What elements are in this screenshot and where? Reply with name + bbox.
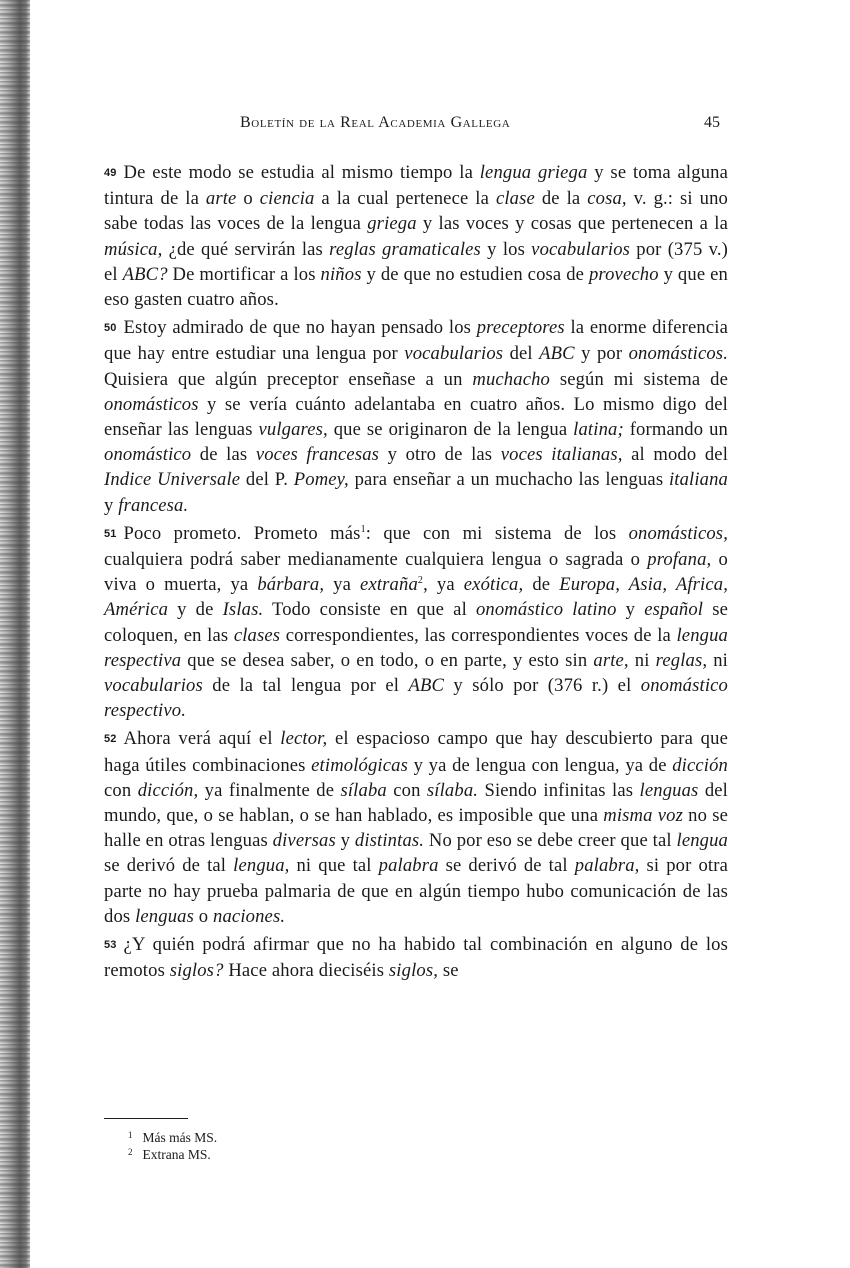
italic-text: ABC [408, 675, 445, 697]
italic-text: palabra, [574, 855, 640, 877]
text-run: y [335, 830, 355, 852]
footnote-text: Extrana MS. [142, 1147, 211, 1162]
italic-text: siglos? [169, 960, 224, 982]
text-run: Siendo infinitas las [478, 779, 640, 801]
italic-text: siglos, [388, 960, 439, 982]
italic-text: voces francesas [255, 444, 380, 466]
italic-text: vulgares, [258, 419, 328, 441]
italic-text: clases [233, 624, 281, 646]
italic-text: griega [367, 213, 417, 235]
text-run: al modo del [622, 444, 729, 466]
italic-text: exótica, [463, 574, 524, 596]
italic-text: onomásticos, [628, 522, 728, 544]
italic-text: voces italianas, [500, 444, 623, 466]
footnote [128, 1145, 217, 1162]
italic-text: onomásticos [104, 393, 199, 415]
italic-text: Indice Universale [104, 469, 241, 491]
paragraph [104, 521, 728, 724]
italic-text: profana, [647, 549, 712, 571]
text-run: y se vería cuánto adelantaba en cuatro años. Lo mismo digo del enseñar las lenguas [104, 393, 728, 441]
text-run: y por [574, 343, 629, 365]
page-header [104, 114, 730, 138]
paragraph-number: 52 [104, 733, 117, 746]
text-run: que se originaron de la lengua [327, 419, 574, 441]
text-run: y se toma alguna tintura de la [104, 162, 728, 210]
italic-text: extraña [360, 574, 418, 596]
text-run: y las voces y cosas que pertenecen a la [416, 213, 728, 235]
footnote-rule [104, 1118, 188, 1119]
text-run: Todo consiste en que al [263, 599, 476, 621]
text-run: Hace ahora dieciséis [223, 960, 389, 982]
paragraph-number: 53 [104, 939, 117, 952]
text-run: según mi sistema de [550, 368, 728, 390]
italic-text: vocabularios [531, 238, 631, 260]
text-run: de la [534, 188, 588, 210]
text-run: v. g.: si uno sabe todas las voces de la lengua [104, 188, 728, 235]
italic-text: reglas, [655, 649, 708, 671]
text-run: Quisiera que algún preceptor enseñase a un [104, 368, 473, 390]
italic-text: onomástico [104, 444, 192, 466]
body-text [104, 160, 728, 987]
italic-text: provecho [588, 263, 659, 285]
italic-text: onomásticos. [628, 343, 728, 365]
italic-text: lengua griega [479, 162, 588, 183]
text-run: se derivó de tal [104, 855, 234, 877]
italic-text: arte [205, 188, 237, 210]
text-run: a la cual pertenece la [314, 188, 496, 210]
text-run: y de [168, 599, 223, 621]
italic-text: italiana [668, 469, 728, 491]
footnote-text: Más más MS. [142, 1130, 218, 1145]
text-run: o [193, 905, 214, 927]
footnote-reference: 1 [360, 523, 366, 535]
text-run: y que en eso gasten cuatro años. [104, 263, 728, 311]
italic-text: vocabularios [104, 675, 203, 697]
text-run: y [616, 599, 645, 621]
italic-text: Europa, Asia, Africa, América [104, 574, 729, 621]
paragraph [104, 932, 728, 983]
text-run: y de que no estudien cosa de [361, 263, 589, 285]
footnote-mark: 2 [128, 1147, 133, 1157]
text-run: se [438, 960, 459, 982]
italic-text: bárbara, [257, 574, 325, 596]
italic-text: latina; [573, 419, 624, 441]
text-run: y los [480, 238, 532, 260]
text-run: , ya [423, 574, 464, 596]
italic-text: dicción, [137, 779, 199, 801]
text-run: De mortificar a los [167, 263, 321, 285]
text-run: con [386, 779, 427, 801]
italic-text: preceptores [476, 317, 565, 339]
italic-text: cosa, [587, 188, 627, 210]
text-run: Estoy admirado de que no hayan pensado los [123, 317, 477, 339]
paragraph-number: 49 [104, 167, 117, 179]
italic-text: clase [495, 188, 535, 210]
text-run: ya [324, 574, 361, 596]
italic-text: Pomey, [293, 469, 349, 491]
italic-text: ABC [539, 343, 575, 365]
footnote-mark: 1 [128, 1130, 133, 1140]
italic-text: ciencia [259, 188, 315, 210]
text-run: del mundo, que, o se hablan, o se han hablado, es imposible que una [104, 779, 728, 827]
running-title: Boletín de la Real Academia Gallega [240, 114, 511, 131]
text-run: y otro de las [379, 444, 501, 466]
text-run: del [503, 343, 540, 365]
text-run: ni [628, 649, 656, 671]
italic-text: onomástico latino [475, 599, 617, 621]
italic-text: lenguas [639, 779, 699, 801]
text-run: No por eso se debe creer que tal [424, 830, 677, 852]
text-run: el espacioso campo que hay descubierto para que haga útiles combinaciones [104, 728, 728, 776]
text-run: para enseñar a un muchacho las lenguas [348, 469, 669, 491]
text-run: se coloquen, en las [104, 599, 728, 646]
italic-text: ABC? [122, 263, 168, 285]
text-run: ¿de qué servirán las [162, 238, 330, 260]
paragraph [104, 315, 728, 518]
page-number: 45 [704, 114, 720, 131]
italic-text: lengua, [233, 855, 290, 877]
text-run: se derivó de tal [438, 855, 575, 877]
italic-text: onomástico respectivo. [104, 675, 728, 722]
text-run: o viva o muerta, ya [104, 549, 728, 596]
italic-text: arte, [593, 649, 629, 671]
text-run: si por otra parte no hay prueba palmaria de que en algún tiempo hubo comunicación de las dos [104, 855, 728, 927]
footnotes [128, 1128, 217, 1162]
italic-text: distintas. [354, 830, 425, 852]
text-run: o [236, 188, 260, 210]
paragraph [104, 160, 728, 312]
text-run: ni que tal [289, 855, 379, 877]
text-run: ya finalmente de [198, 779, 341, 801]
text-run: no se halle en otras lenguas [104, 805, 729, 852]
text-run: ¿Y quién podrá afirmar que no ha habido tal combinación en alguno de los remotos [104, 934, 728, 982]
italic-text: naciones. [213, 905, 286, 927]
text-run: de [523, 574, 560, 596]
italic-text: misma voz [603, 805, 683, 827]
italic-text: lengua [676, 830, 729, 852]
scan-binding-edge [0, 0, 30, 1268]
italic-text: etimológicas [311, 754, 408, 776]
italic-text: música, [104, 238, 163, 260]
italic-text: palabra [378, 855, 439, 877]
italic-text: lengua respectiva [104, 624, 728, 671]
italic-text: lenguas [135, 905, 194, 927]
text-run: ni [707, 649, 728, 671]
italic-text: niños [320, 263, 362, 285]
italic-text: español [644, 599, 704, 621]
italic-text: reglas gramaticales [329, 238, 481, 260]
paragraph-number: 51 [104, 527, 117, 540]
text-run: por (375 v.) el [104, 238, 728, 285]
italic-text: diversas [272, 830, 336, 852]
text-run: que se desea saber, o en todo, o en parte, y esto sin [181, 649, 594, 671]
text-run: De este modo se estudia al mismo tiempo la [123, 162, 480, 183]
text-run: formando un [623, 419, 728, 441]
italic-text: lector, [280, 728, 328, 750]
footnote-reference: 2 [417, 575, 424, 587]
paragraph [104, 726, 728, 929]
text-run: Poco prometo. Prometo más [123, 522, 361, 544]
italic-text: Islas. [222, 599, 264, 621]
text-run: correspondientes, las correspondientes voces de la [280, 624, 677, 646]
paragraph-number: 50 [104, 322, 117, 335]
italic-text: sílaba. [426, 779, 479, 801]
italic-text: dicción [672, 754, 728, 776]
text-run: de las [191, 444, 256, 466]
italic-text: vocabularios [404, 343, 504, 365]
text-run: cualquiera podrá saber medianamente cualquiera lengua o sagrada o [104, 549, 648, 571]
text-run: la enorme diferencia que hay entre estudiar una lengua por [104, 317, 728, 365]
italic-text: muchacho [472, 368, 550, 390]
text-run: de la tal lengua por el [202, 675, 409, 697]
text-run: con [104, 779, 138, 801]
text-run: del P. [240, 469, 294, 491]
text-run: Ahora verá aquí el [123, 728, 281, 750]
italic-text: francesa. [118, 494, 189, 516]
text-run: : que con mi sistema de los [365, 522, 629, 544]
italic-text: sílaba [340, 779, 387, 801]
footnote [128, 1128, 217, 1145]
text-run: y sólo por (376 r.) el [444, 675, 641, 697]
text-run: y ya de lengua con lengua, ya de [407, 754, 673, 776]
text-run: y [104, 494, 119, 516]
